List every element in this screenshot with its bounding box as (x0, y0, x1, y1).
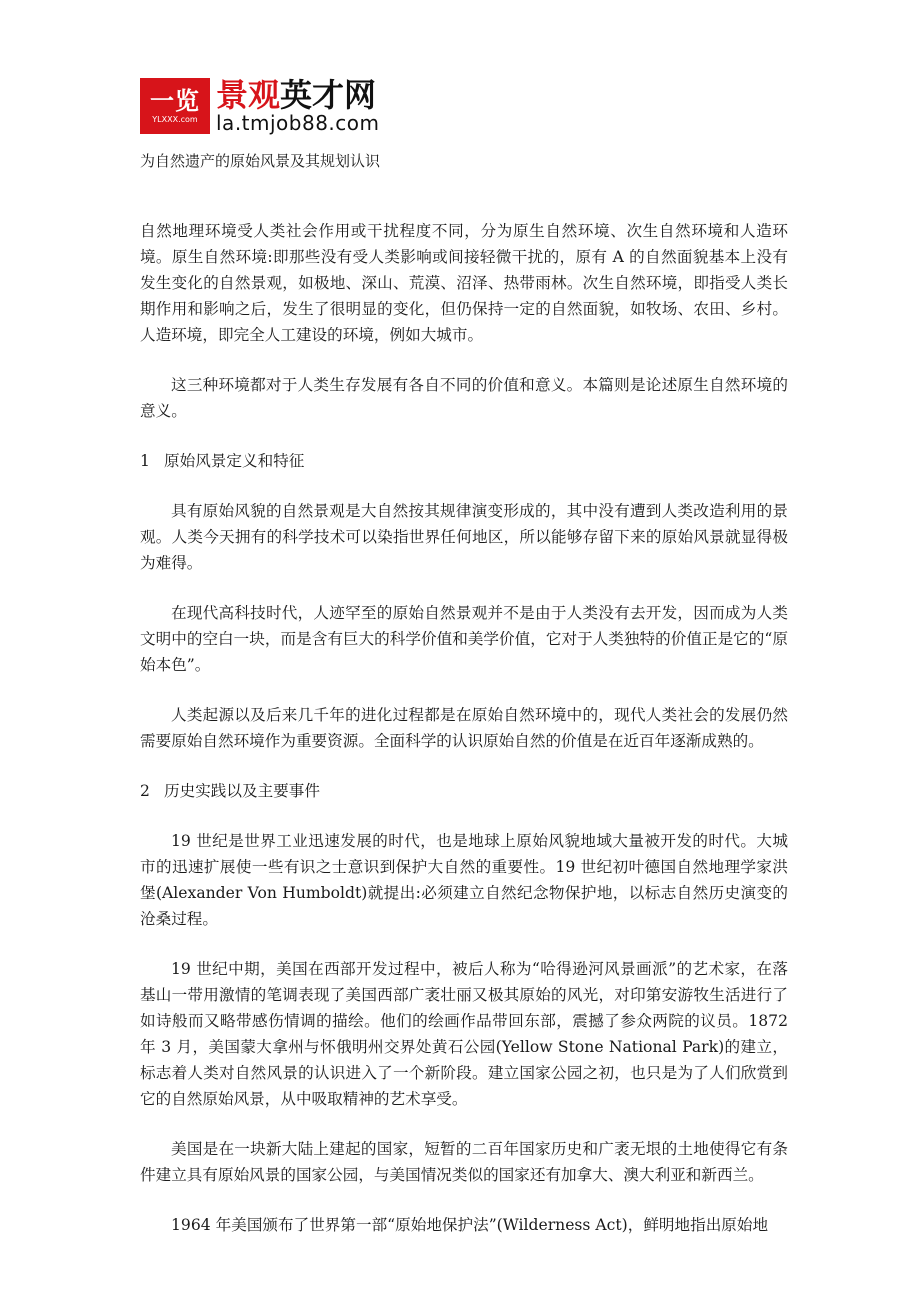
paragraph: 19 世纪是世界工业迅速发展的时代，也是地球上原始风貌地域大量被开发的时代。大城市的迅速扩展使一些有识之士意识到保护大自然的重要性。19 世纪初叶德国自然地理学家洪堡(Alexander Von Humboldt)就提出:必须建立自然纪念物保护地，以标志自然历史演变的沧桑过程。 (140, 832, 788, 928)
logo-mark (140, 78, 210, 134)
paragraph: 人类起源以及后来几千年的进化过程都是在原始自然环境中的，现代人类社会的发展仍然需要原始自然环境作为重要资源。全面科学的认识原始自然的价值是在近百年逐渐成熟的。 (140, 706, 788, 750)
section-heading (140, 778, 788, 804)
paragraph: 在现代高科技时代，人迹罕至的原始自然景观并不是由于人类没有去开发，因而成为人类文明中的空白一块，而是含有巨大的科学价值和美学价值，它对于人类独特的价值正是它的“原始本色”。 (140, 604, 788, 674)
logo-mark-domain: YLXXX.com (152, 115, 198, 124)
document-body (140, 218, 788, 1262)
paragraph: 具有原始风貌的自然景观是大自然按其规律演变形成的，其中没有遭到人类改造利用的景观。人类今天拥有的科学技术可以染指世界任何地区，所以能够存留下来的原始风景就显得极为难得。 (140, 502, 788, 572)
logo-text (216, 78, 380, 134)
section-number: 1 (140, 452, 150, 470)
paragraph: 1964 年美国颁布了世界第一部“原始地保护法”(Wilderness Act)，鲜明地指出原始地 (171, 1216, 769, 1234)
logo-mark-text: 一览 (150, 87, 200, 115)
site-logo[interactable] (140, 78, 380, 134)
document-title: 为自然遗产的原始风景及其规划认识 (140, 152, 381, 170)
logo-name-red: 景观 (216, 76, 281, 114)
logo-site-name (216, 78, 380, 112)
paragraph: 这三种环境都对于人类生存发展有各自不同的价值和意义。本篇则是论述原生自然环境的意义。 (140, 376, 788, 420)
paragraph: 19 世纪中期，美国在西部开发过程中，被后人称为“哈得逊河风景画派”的艺术家，在落基山一带用激情的笔调表现了美国西部广袤壮丽又极其原始的风光，对印第安游牧生活进行了如诗般而又略带感伤情调的描绘。他们的绘画作品带回东部，震撼了参众两院的议员。1872 年 3 月，美国蒙大拿州与怀俄明州交界处黄石公园(Yellow Stone National Park)的建立，标志着人类对自然风景的认识进入了一个新阶段。建立国家公园之初，也只是为了人们欣赏到它的自然原始风景，从中吸取精神的艺术享受。 (140, 960, 788, 1108)
logo-name-black: 英才网 (280, 76, 377, 114)
section-heading (140, 448, 788, 474)
section-heading-text: 历史实践以及主要事件 (164, 782, 320, 800)
section-number: 2 (140, 782, 150, 800)
logo-url: la.tmjob88.com (216, 111, 380, 135)
paragraph: 自然地理环境受人类社会作用或干扰程度不同，分为原生自然环境、次生自然环境和人造环境。原生自然环境:即那些没有受人类影响或间接轻微干扰的，原有 A 的自然面貌基本上没有发生变化的自然景观，如极地、深山、荒漠、沼泽、热带雨林。次生自然环境，即指受人类长期作用和影响之后，发生了很明显的变化，但仍保持一定的自然面貌，如牧场、农田、乡村。人造环境，即完全人工建设的环境，例如大城市。 (140, 222, 788, 344)
paragraph: 美国是在一块新大陆上建起的国家，短暂的二百年国家历史和广袤无垠的土地使得它有条件建立具有原始风景的国家公园，与美国情况类似的国家还有加拿大、澳大利亚和新西兰。 (140, 1140, 788, 1184)
section-heading-text: 原始风景定义和特征 (164, 452, 305, 470)
